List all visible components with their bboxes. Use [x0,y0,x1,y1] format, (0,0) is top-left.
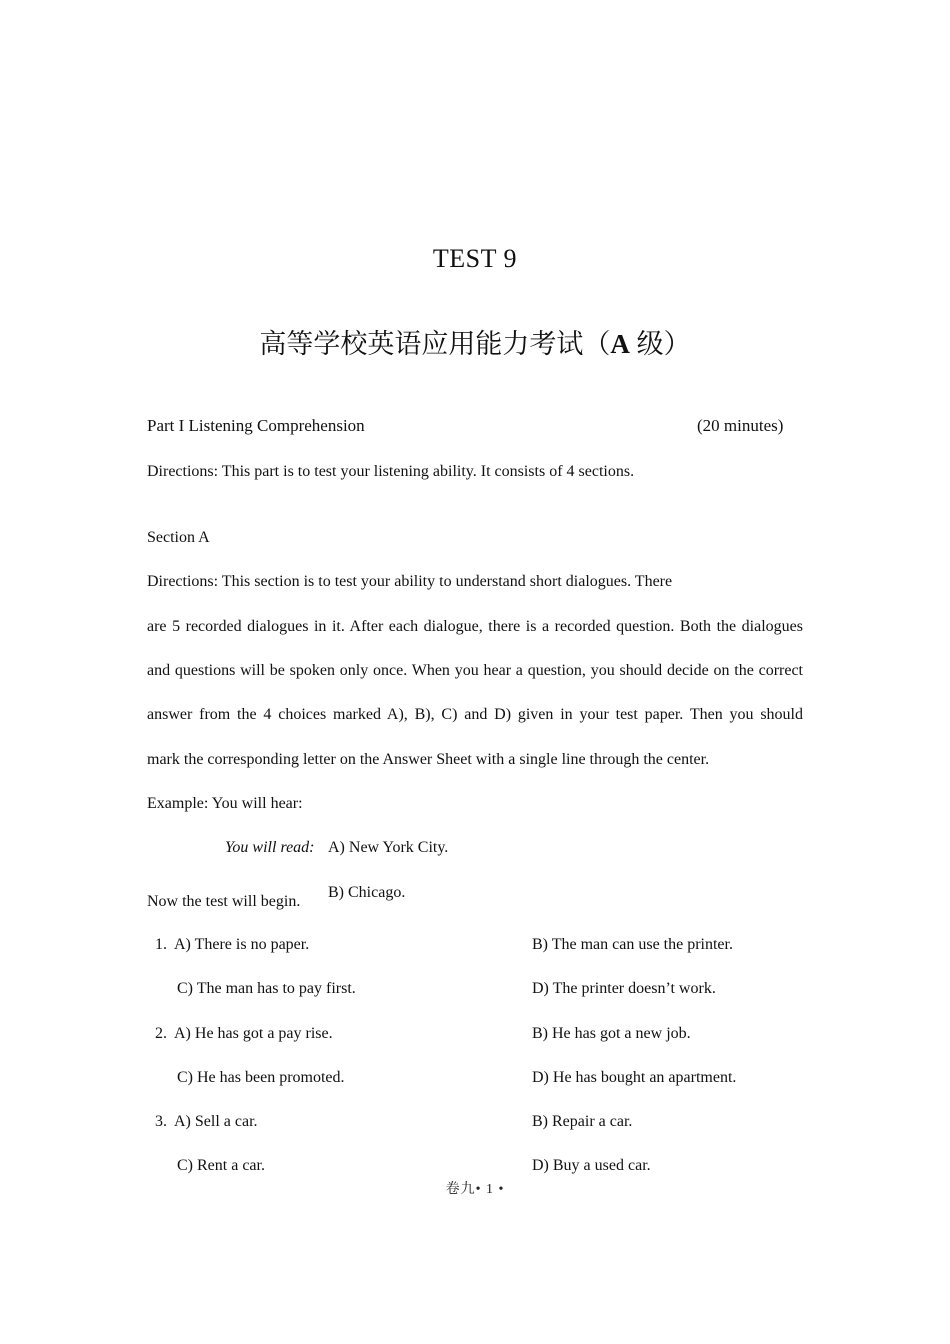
example-choice-b-clip [0,882,950,901]
directions-line-4: answer from the 4 choices marked A), B), C) and D) given in your test paper. Then you should [147,706,803,723]
question-number: 3. [155,1113,167,1130]
exam-title [0,322,950,361]
test-begin-note: Now the test will begin. [147,893,301,910]
section-heading: Section A [147,529,210,546]
directions-line-2: are 5 recorded dialogues in it. After each dialogue, there is a recorded question. Both the dialogues [147,618,803,635]
example-choice-a: A) New York City. [328,839,449,856]
q1-choice-a: A) There is no paper. [174,936,310,953]
q3-choice-d: D) Buy a used car. [532,1157,651,1174]
test-title: TEST 9 [432,244,518,273]
q3-choice-a: A) Sell a car. [174,1113,258,1130]
exam-level: A [610,329,630,359]
you-will-read-label: You will read: [225,839,315,856]
q2-choice-a: A) He has got a pay rise. [174,1025,333,1042]
example-choice-b: B) Chicago. [328,884,406,901]
exam-title-prefix: 高等学校英语应用能力考试（ [259,329,611,359]
directions-line-3: and questions will be spoken only once. When you hear a question, you should decide on the correct [147,662,803,679]
part-heading: Part I Listening Comprehension [147,416,365,435]
question-number: 2. [155,1025,167,1042]
exam-title-suffix: 级） [629,329,691,359]
q2-choice-c: C) He has been promoted. [177,1069,345,1086]
page-footer: 卷九• 1 • [445,1182,505,1197]
part-time: (20 minutes) [697,416,784,435]
q3-choice-c: C) Rent a car. [177,1157,265,1174]
question-number: 1. [155,936,167,953]
q3-bottom-row-clip [0,1156,950,1174]
q2-choice-d: D) He has bought an apartment. [532,1069,737,1086]
example-label: Example: You will hear: [147,795,303,812]
q2-choice-b: B) He has got a new job. [532,1025,691,1042]
directions-line-5: mark the corresponding letter on the Answer Sheet with a single line through the center. [147,751,710,768]
directions-line-1: Directions: This section is to test your ability to understand short dialogues. There [147,573,673,590]
part-directions: Directions: This part is to test your listening ability. It consists of 4 sections. [147,463,635,480]
q3-choice-b: B) Repair a car. [532,1113,633,1130]
q1-choice-c: C) The man has to pay first. [177,980,356,997]
q1-choice-b: B) The man can use the printer. [532,936,733,953]
q1-choice-d: D) The printer doesn’t work. [532,980,716,997]
